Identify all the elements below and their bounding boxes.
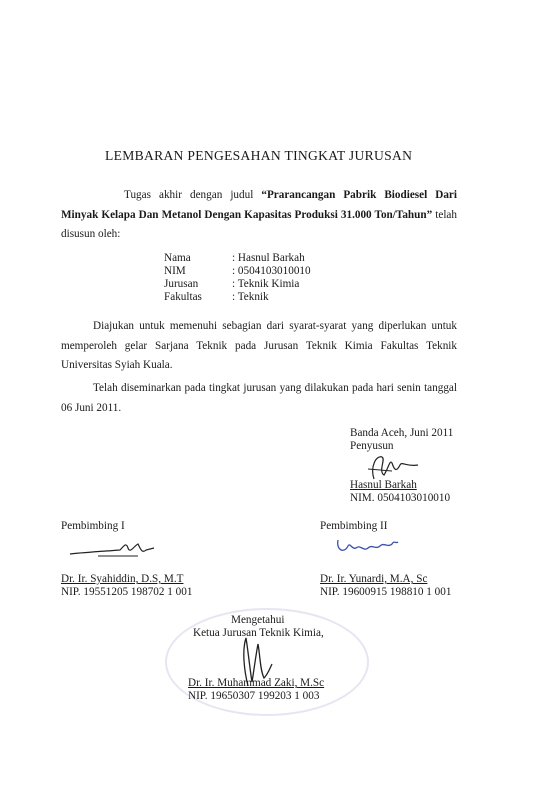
supervisor-1-signature <box>68 538 158 566</box>
thesis-title: “Prarancangan Pabrik Biodiesel Dari Minyak Kelapa Dan Metanol Dengan Kapasitas Produksi 31.000 Ton/Tahun” <box>61 189 457 221</box>
identity-label-nim: NIM <box>164 265 186 277</box>
supervisor-2-role: Pembimbing II <box>320 520 388 532</box>
supervisor-2-name: Dr. Ir. Yunardi, M.A, Sc <box>320 573 428 585</box>
identity-value-name: : Hasnul Barkah <box>232 252 305 264</box>
seminar-paragraph: Telah diseminarkan pada tingkat jurusan yang dilakukan pada hari senin tanggal 06 Juni 2011. <box>61 382 457 414</box>
author-role: Penyusun <box>350 440 394 452</box>
head-nip: NIP. 19650307 199203 1 003 <box>188 690 320 702</box>
head-role: Ketua Jurusan Teknik Kimia, <box>193 627 324 639</box>
place-date: Banda Aceh, Juni 2011 <box>350 427 454 439</box>
identity-value-jurusan: : Teknik Kimia <box>232 278 300 290</box>
intro-prefix: Tugas akhir dengan judul <box>124 189 262 201</box>
author-name: Hasnul Barkah <box>350 479 417 491</box>
supervisor-1-name: Dr. Ir. Syahiddin, D.S, M.T <box>61 573 184 585</box>
author-nim: NIM. 0504103010010 <box>350 492 451 504</box>
supervisor-1-nip: NIP. 19551205 198702 1 001 <box>61 586 193 598</box>
purpose-paragraph: Diajukan untuk memenuhi sebagian dari syarat-syarat yang diperlukan untuk memperoleh gelar Sarjana Teknik pada Jurusan Teknik Kimia Fakultas Teknik Universitas Syiah Kuala. <box>61 320 457 371</box>
supervisor-2-nip: NIP. 19600915 198810 1 001 <box>320 586 452 598</box>
author-signature <box>362 449 422 483</box>
supervisor-2-signature <box>334 532 404 558</box>
identity-label-name: Nama <box>164 252 191 264</box>
identity-value-nim: : 0504103010010 <box>232 265 311 277</box>
head-name: Dr. Ir. Muhammad Zaki, M.Sc <box>188 677 325 689</box>
identity-label-jurusan: Jurusan <box>164 278 199 290</box>
identity-label-fakultas: Fakultas <box>164 291 202 303</box>
intro-suffix: telah disusun oleh: <box>61 208 457 240</box>
supervisor-1-role: Pembimbing I <box>61 520 125 532</box>
head-approval: Mengetahui <box>231 614 285 626</box>
intro-paragraph <box>61 186 457 245</box>
identity-value-fakultas: : Teknik <box>232 291 269 303</box>
page-title: LEMBARAN PENGESAHAN TINGKAT JURUSAN <box>105 148 413 163</box>
